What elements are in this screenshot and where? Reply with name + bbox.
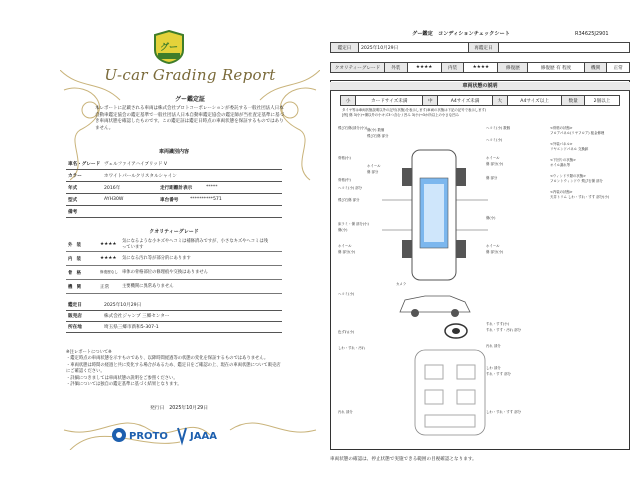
vehicle-row [66, 170, 282, 182]
proto-logo-text: PROTO [129, 431, 168, 442]
callout: 床ラミ・傷 部分(小) [338, 222, 369, 226]
reinspect-value [499, 43, 630, 53]
vehicle-row [66, 194, 282, 206]
row-label: カラー [68, 173, 82, 179]
row-label: 車名・グレード [68, 161, 101, 167]
goo-appraisal-badge-icon [152, 30, 186, 64]
svg-text:グー: グー [159, 43, 179, 53]
grade-cell: クオリティーグレード [331, 63, 385, 73]
steering-wheel-icon [443, 322, 469, 340]
legend-cell: 大 [492, 96, 507, 106]
quality-row [66, 280, 282, 294]
legend-cell: カードサイズ未満 [356, 96, 423, 106]
grade-cell: ★★★★ [464, 63, 498, 73]
condition-note: <ウィンドウ類の状態> [550, 174, 586, 178]
callout: 骨格(小) [338, 156, 351, 160]
row-label-2: 車台番号 [160, 197, 179, 203]
callout: ヘコミ(小) 数個 [486, 126, 511, 130]
info-label: 所在地 [68, 325, 82, 330]
quality-row [66, 238, 282, 252]
sheet-title: グー鑑定 コンディションチェックシート [412, 31, 510, 37]
callout: 骨格(中) [338, 178, 351, 182]
sheet-id: R34625J2901 [575, 31, 609, 37]
grade-cell: 内装 [441, 63, 464, 73]
row-value: ヴェルファイアハイブリッド V [104, 161, 168, 167]
interior-note: すれ・すす(小) [486, 322, 510, 326]
info-value: 2025年10月29日 [104, 303, 142, 308]
reinspect-label: 再鑑定日 [469, 43, 499, 53]
condition-note: リヤエンドパネル 交換跡 [550, 147, 589, 151]
callout: 傷 部分(小) [338, 250, 356, 254]
quality-desc: 気になるような小キズやヘコミは補修済みですが、小さなキズやヘコミは残っています [122, 239, 268, 250]
quality-desc: 気になる汚れ等が部分的にあります [122, 255, 191, 261]
info-row [66, 322, 282, 333]
interior-note: 汚れ 部分 [338, 410, 353, 414]
interior-note: すれ・すす 部分 [486, 372, 511, 376]
legend-table [340, 95, 620, 106]
callout: ホイール [367, 164, 381, 168]
interior-note: 汚れ 部分 [486, 344, 501, 348]
info-row [66, 300, 282, 311]
quality-label: 機 関 [68, 284, 81, 290]
vehicle-section-title: 車両識別内容 [158, 149, 189, 155]
quality-section-title: クオリティーグレード [149, 229, 199, 235]
interior-note: しわ 部分 [486, 366, 501, 370]
grade-cell: 修復歴 有 程度 [528, 63, 584, 73]
legend-cell: 2個以上 [585, 96, 620, 106]
interior-note: しわ・すれ・汚れ [338, 346, 366, 350]
callout: 傷 部分 [486, 176, 498, 180]
quality-desc: 車体の骨格部位の修理痕や交換はありません [122, 269, 208, 275]
car-interior-icon [395, 345, 505, 440]
sheet-footer-note: 車両状態の確認は、停止状態で実施できる範囲の目視確認となります。 [330, 457, 477, 462]
callout: 傷(小) [338, 228, 348, 232]
callout: 傷(小) 数個 [367, 128, 385, 132]
legend-cell: 数量 [562, 96, 585, 106]
legend-cell: A4サイズ以上 [508, 96, 562, 106]
condition-note: <下回りの状態> [550, 158, 577, 162]
row-value: 2016年 [104, 185, 121, 191]
vehicle-row [66, 206, 282, 218]
grade-cell: 正常 [607, 63, 630, 73]
info-label: 鑑定日 [68, 303, 82, 308]
interior-note: しわ・すれ・すす 部分 [486, 410, 522, 414]
condition-note: フロアパネル(リヤフロア) 板金修理 [550, 131, 605, 135]
vehicle-row [66, 182, 282, 194]
callout: 傷(小) [486, 216, 496, 220]
issue-date: 発行日 2025年10月29日 [150, 406, 208, 411]
legend-cell: A4サイズ未満 [438, 96, 492, 106]
quality-label: 内 装 [68, 256, 81, 262]
legend-note-2: [例] 傷 3(小)→傷以外の小キズ3つ含む / 凹み 3(小)→3か所以上の小さな凹み [342, 113, 459, 117]
intro-text: 本レポートに記載される車両は株式会社プロトコーポレーションが委託する一般社団法人日本自動車鑑定協会の鑑定基準で一般社団法人日本自動車鑑定協会の鑑定師が当社査定基準に基づき車両状態を確認したものです。この鑑定証は鑑定日時点の車両状態を保証するものではありません。 [95, 106, 284, 132]
condition-note: <外装パネル> [550, 142, 573, 146]
row-value-2: **********571 [190, 197, 222, 202]
row-value: ホワイトパールクリスタルシャイン [104, 173, 177, 179]
row-value-2: ***** [206, 185, 218, 190]
callout: 色ずれ(小) [338, 330, 355, 334]
condition-note: フロントウィンドウ 飛び石傷 部分 [550, 179, 603, 183]
legend-cell: 中 [423, 96, 438, 106]
vehicle-row [66, 158, 282, 170]
grade-cell: 外装 [385, 63, 408, 73]
row-label: 型式 [68, 197, 78, 203]
row-label-2: 走行距離計表示 [160, 185, 193, 191]
callout: ヘコミ(小) [486, 138, 503, 142]
condition-note: 天井トリム しわ・すれ・すす 部分(小) [550, 195, 610, 199]
desc-title: 車両状態の説明 [330, 82, 630, 91]
grade-cell: 修復歴 [498, 63, 528, 73]
quality-row [66, 266, 282, 280]
logo-area [110, 424, 230, 446]
callout: 傷 部分(小) [486, 250, 504, 254]
condition-note: <骨格の状態> [550, 126, 573, 130]
callout: ヘコミ(小) 部分 [338, 186, 363, 190]
callout: ホイール [338, 244, 352, 248]
quality-stars: 正常 [100, 284, 110, 290]
callout: ホイール [486, 244, 500, 248]
report-title: U-car Grading Report [104, 66, 276, 84]
proto-jaaa-logo-icon [110, 424, 230, 446]
jaaa-logo-text: JAAA [190, 431, 217, 442]
quality-stars: 修復歴なし [100, 270, 118, 274]
interior-note: すれ・すす・汚れ 部分 [486, 328, 522, 332]
quality-desc: 主要機関に異常ありません [122, 283, 174, 289]
callout: 飛び石傷(部分(小)) [338, 126, 368, 130]
grade-table [330, 62, 630, 73]
quality-stars: ★★★★ [100, 242, 117, 247]
quality-stars: ★★★★ [100, 256, 117, 261]
quality-label: 外 装 [68, 242, 81, 248]
grade-cell: ★★★★ [407, 63, 441, 73]
car-diagram-icon [380, 140, 490, 290]
callout: 傷 部分 [367, 170, 379, 174]
quality-row [66, 252, 282, 266]
legend-note: タイヤ等は車両状態説明以外の記号(状態)を表示します(車両の状態は下記の記号で表示します) [342, 108, 487, 112]
row-label: 備考 [68, 209, 78, 215]
callout: ヘコミ(小) [338, 292, 355, 296]
info-row [66, 311, 282, 322]
callout: 飛び石傷 部分 [338, 198, 360, 202]
callout: ホイール [486, 156, 500, 160]
date-value: 2025年10月29日 [359, 43, 469, 53]
condition-note: <内装の状態> [550, 190, 573, 194]
date-table [330, 42, 630, 53]
callout: カメラ [396, 282, 407, 286]
legend-cell: 小 [341, 96, 356, 106]
grade-cell: 機関 [584, 63, 607, 73]
row-label: 年式 [68, 185, 78, 191]
info-value: 埼玉県三郷市新和5-307-1 [104, 325, 159, 330]
condition-note: オイル漏れ等 [550, 163, 571, 167]
report-subtitle: グー鑑定証 [174, 96, 205, 103]
info-value: 株式会社ジャンプ 三郷センター [104, 314, 170, 319]
car-side-icon [395, 290, 475, 320]
row-value: AYH30W [104, 197, 124, 202]
callout: 飛び石傷 部分 [367, 134, 389, 138]
date-label: 鑑定日 [331, 43, 359, 53]
info-label: 販売店 [68, 314, 82, 319]
disclaimer-text: ※注レポートについて※ ・鑑定時点の車両状態を示すものであり、以降時間経過等の状態の変化を保証するものではありません。 ・車両状態は時間の経過と共に変化する場合があるため、鑑定日をご確認の上、現在の車両状態について販売店にご確認ください。 ・詳細につきましては車両状態の説明をご参照ください。 ・評価については独自の鑑定基準に基づく結果となります。 [66, 350, 281, 388]
quality-label: 骨 格 [68, 270, 81, 276]
callout: 傷 部分(小) [486, 162, 504, 166]
